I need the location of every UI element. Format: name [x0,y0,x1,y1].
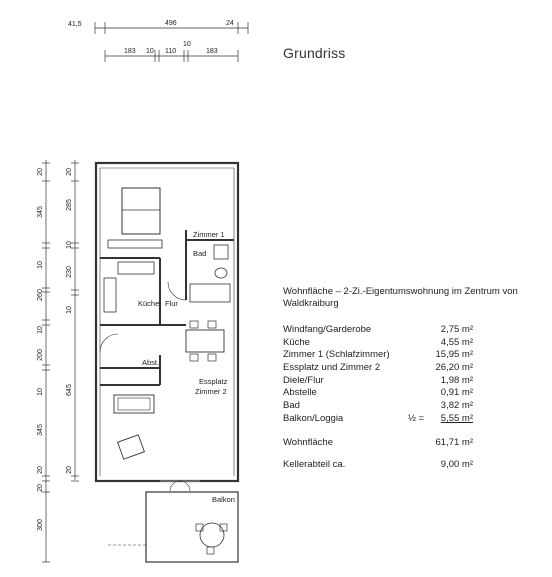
dim-row2-3: 110 [165,48,177,55]
dim-left-label: 200 [37,349,44,361]
label-essplatz: Essplatz [199,377,228,386]
area-value: 0,91 m² [440,387,473,399]
dim-top-1: 41,5 [68,21,82,28]
dim-left-label: 10 [37,388,44,396]
dim-left-label: 20 [37,466,44,474]
area-name: Balkon/Loggia [283,412,344,424]
area-row [283,349,483,362]
cellar-value: 9,00 m² [440,459,473,470]
dim-left-label: 345 [37,424,44,436]
area-value: 15,95 m² [435,349,473,361]
area-table [283,324,483,426]
dim-row2-2: 10 [146,48,154,55]
area-row [283,375,483,388]
dim-row2-5: 183 [206,48,218,55]
label-bad: Bad [193,249,207,258]
description: Wohnfläche – 2-Zi.-Eigentumswohnung im Zentrum von Waldkraiburg [283,286,518,309]
page-title: Grundriss [283,45,346,61]
total-label: Wohnfläche [283,437,333,448]
dim-left-label: 345 [37,206,44,218]
area-name: Essplatz und Zimmer 2 [283,362,381,374]
cellar-label: Kellerabteil ca. [283,459,346,470]
dim-left-label: 230 [66,266,73,278]
dim-left-label: 20 [37,484,44,492]
dim-top-3: 24 [226,20,234,27]
area-value: 2,75 m² [440,324,473,335]
label-flur: Flur [165,299,178,308]
area-name: Küche [283,336,310,348]
dim-left-label: 260 [37,289,44,301]
area-value: 1,98 m² [440,374,473,386]
dim-left-label: 20 [66,168,73,176]
area-value: 3,82 m² [440,400,473,412]
dim-left-label: 10 [66,241,73,249]
dim-row2-4: 10 [183,41,191,48]
area-row [283,324,483,337]
dim-left-label: 10 [37,261,44,269]
area-row [283,400,483,413]
label-balkon: Balkon [212,495,235,504]
dim-left-label: 300 [37,519,44,531]
area-row [283,337,483,350]
area-value: 5,55 m² [440,412,473,424]
dim-left-label: 20 [37,168,44,176]
area-factor: ½ = [408,412,425,424]
total-value: 61,71 m² [435,437,473,448]
label-kueche: Küche [138,299,160,308]
area-name: Bad [283,400,300,412]
dim-left-label: 10 [66,306,73,314]
area-name: Diele/Flur [283,374,324,386]
area-row [283,362,483,375]
area-value: 4,55 m² [440,336,473,348]
area-name: Abstelle [283,387,317,399]
label-zimmer2: Zimmer 2 [195,387,227,396]
area-row [283,413,483,426]
dim-left-label: 645 [66,384,73,396]
area-name: Zimmer 1 (Schlafzimmer) [283,349,390,361]
area-name: Windfang/Garderobe [283,324,372,335]
dim-top-2: 496 [165,20,177,27]
dim-row2-1: 183 [124,48,136,55]
dim-left-label: 10 [37,326,44,334]
area-row [283,387,483,400]
label-zimmer1: Zimmer 1 [193,230,225,239]
area-value: 26,20 m² [435,362,473,374]
dim-left-label: 20 [66,466,73,474]
label-abst: Abst. [142,358,160,367]
dim-left-label: 285 [66,199,73,211]
